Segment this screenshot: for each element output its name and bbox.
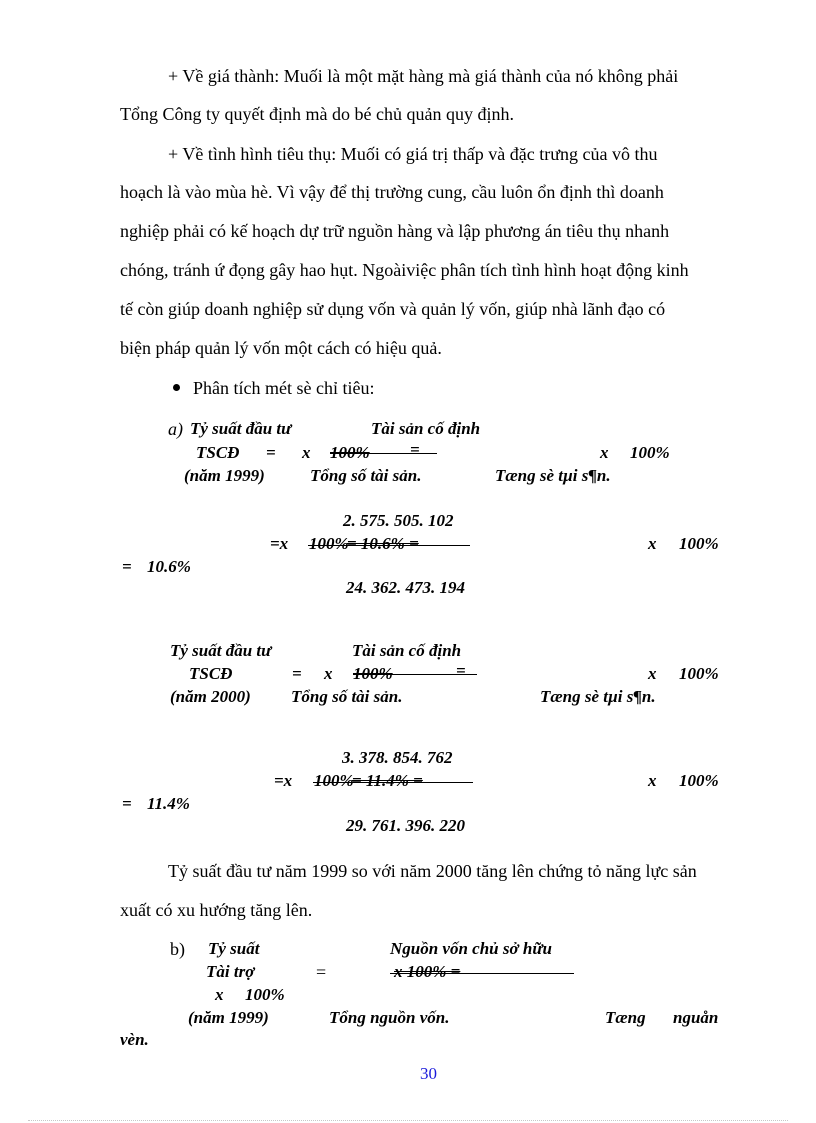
percent-100: 100%: [314, 771, 354, 790]
bullet-icon: [173, 384, 180, 391]
denominator: Tổng số tài sản.: [291, 687, 403, 706]
equals-sign: =: [316, 962, 327, 982]
paragraph-line: + Về giá thành: Muối là một mặt hàng mà giá thành của nó không phải: [168, 66, 679, 86]
percent-100: 100%: [679, 534, 719, 553]
year-label: (năm 1999): [184, 466, 265, 485]
fraction-bar: [390, 973, 574, 974]
equals-sign: =: [122, 794, 132, 813]
intermediate-result: = 11.4% =: [352, 771, 423, 790]
paragraph-line: biện pháp quản lý vốn một cách có hiệu quả.: [120, 338, 442, 358]
garbled-word: vèn.: [120, 1030, 149, 1049]
fraction-bar: [353, 674, 477, 675]
paragraph-line: Tỷ suất đầu tư năm 1999 so với năm 2000 tăng lên chứng tỏ năng lực sản: [168, 861, 697, 881]
percent-100: 100%: [309, 534, 349, 553]
denominator: Tổng số tài sản.: [310, 466, 422, 485]
denominator-value: 29. 761. 396. 220: [346, 816, 465, 835]
ratio-name-line2: Tài trợ: [206, 962, 255, 981]
struck-expression: x 100% =: [394, 962, 461, 981]
equals-times: =x: [270, 534, 289, 553]
times-sign: x: [648, 664, 657, 683]
numerator-value: 2. 575. 505. 102: [343, 511, 454, 530]
year-label: (năm 1999): [188, 1008, 269, 1027]
denominator: Tổng nguồn vốn.: [329, 1008, 450, 1027]
result-value: 11.4%: [147, 794, 190, 813]
ratio-name: Tỷ suất đầu tư: [190, 419, 292, 438]
percent-100: 100%: [330, 443, 370, 462]
numerator: Nguồn vốn chủ sở hữu: [390, 939, 552, 958]
fraction-bar: [308, 545, 470, 546]
ratio-name: Tỷ suất đầu tư: [170, 641, 272, 660]
fraction-bar: [330, 453, 437, 454]
ratio-name: Tỷ suất: [208, 939, 260, 958]
equals-sign: =: [410, 440, 420, 459]
equals-times: =x: [274, 771, 293, 790]
paragraph-line: xuất có xu hướng tăng lên.: [120, 900, 313, 920]
percent-100: 100%: [630, 443, 670, 462]
times-sign: x: [600, 443, 609, 462]
paragraph-line: nghiệp phải có kế hoạch dự trữ nguồn hàng và lập phương án tiêu thụ nhanh: [120, 221, 670, 241]
paragraph-line: hoạch là vào mùa hè. Vì vậy để thị trường cung, cầu luôn ổn định thì doanh: [120, 182, 664, 202]
equals-sign: =: [456, 661, 466, 680]
times-sign: x: [215, 985, 224, 1004]
item-prefix-a: a): [168, 419, 183, 439]
numerator: Tài sản cố định: [352, 641, 462, 660]
numerator-value: 3. 378. 854. 762: [342, 748, 453, 767]
intermediate-result: = 10.6% =: [347, 534, 419, 553]
page-number: 30: [420, 1064, 437, 1083]
year-label: (năm 2000): [170, 687, 251, 706]
numerator: Tài sản cố định: [371, 419, 481, 438]
result-value: 10.6%: [147, 557, 191, 576]
ratio-abbrev: TSCĐ: [196, 443, 240, 462]
equals-sign: =: [292, 664, 302, 683]
percent-100: 100%: [679, 664, 719, 683]
page-bottom-border: [28, 1120, 788, 1121]
ratio-abbrev: TSCĐ: [189, 664, 233, 683]
equals-sign: =: [122, 557, 132, 576]
denominator-value: 24. 362. 473. 194: [346, 578, 465, 597]
times-sign: x: [648, 771, 657, 790]
percent-100: 100%: [353, 664, 393, 683]
garbled-word: nguån: [673, 1008, 719, 1027]
paragraph-line: + Về tình hình tiêu thụ: Muối có giá trị thấp và đặc trưng của vô thu: [168, 144, 658, 164]
times-sign: x: [648, 534, 657, 553]
paragraph-line: chóng, tránh ứ đọng gây hao hụt. Ngoàiviệc phân tích tình hình hoạt động kinh: [120, 260, 689, 280]
item-prefix-b: b): [170, 939, 185, 959]
times-sign: x: [324, 664, 333, 683]
paragraph-line: tế còn giúp doanh nghiệp sử dụng vốn và quản lý vốn, giúp nhà lãnh đạo có: [120, 299, 666, 319]
garbled-denominator: Tæng sè tµi s¶n.: [495, 466, 611, 485]
times-sign: x: [302, 443, 311, 462]
fraction-bar: [313, 782, 473, 783]
percent-100: 100%: [245, 985, 285, 1004]
garbled-word: Tæng: [605, 1008, 646, 1027]
paragraph-line: Tổng Công ty quyết định mà do bé chủ quản quy định.: [120, 104, 514, 124]
bullet-text: Phân tích mét sè chỉ tiêu:: [193, 378, 375, 398]
garbled-denominator: Tæng sè tµi s¶n.: [540, 687, 656, 706]
equals-sign: =: [266, 443, 276, 462]
percent-100: 100%: [679, 771, 719, 790]
